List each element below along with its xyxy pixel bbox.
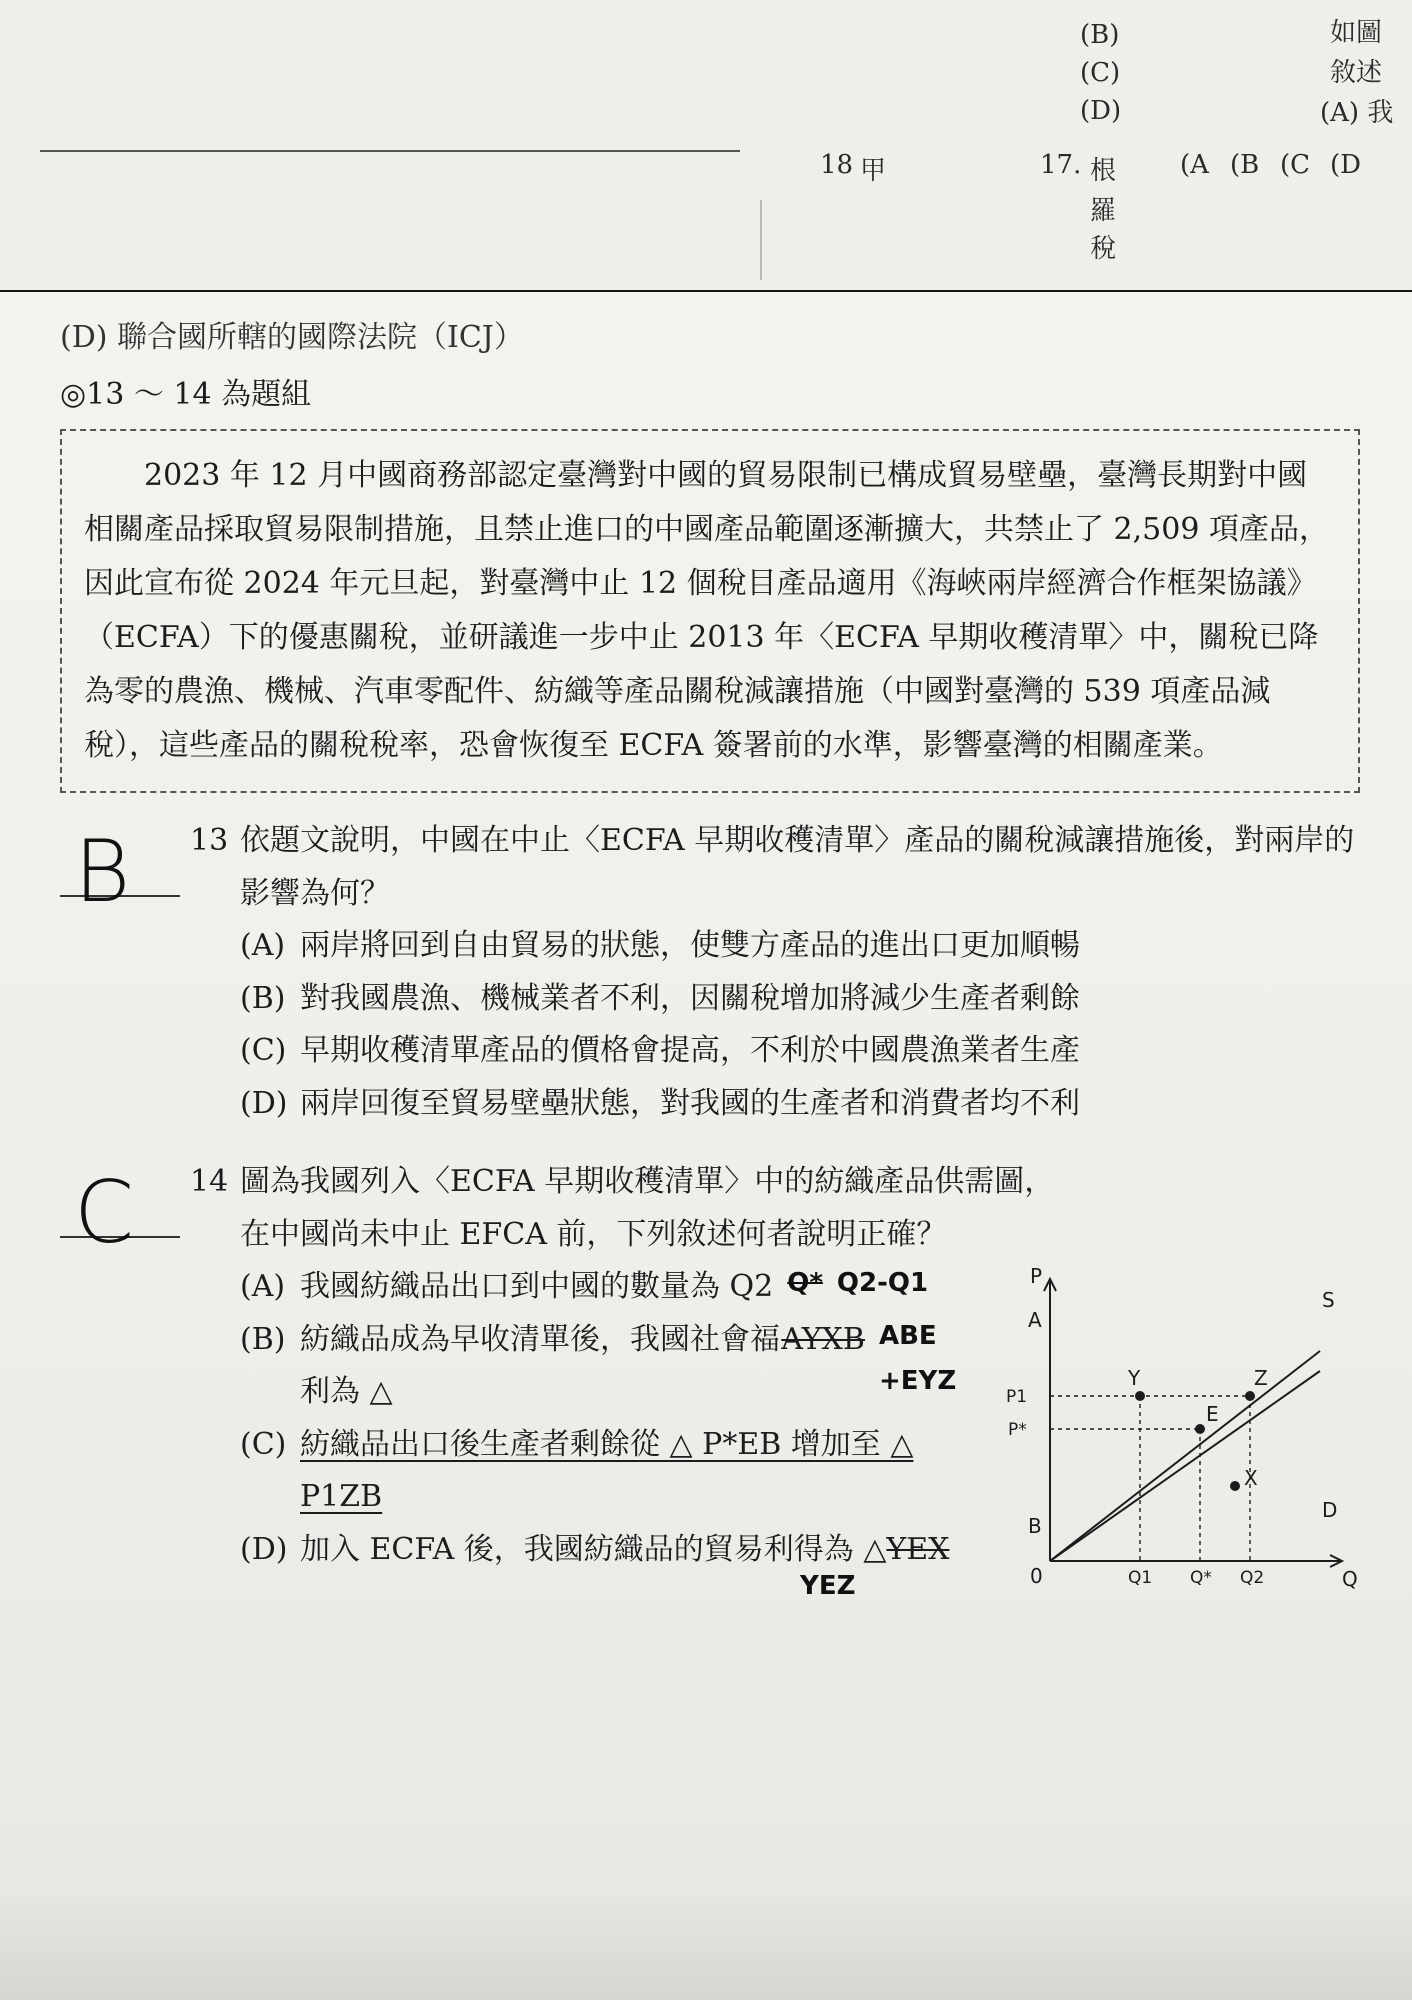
point-z	[1245, 1391, 1255, 1401]
question-13	[60, 815, 1360, 1130]
label-p1: P1	[1006, 1387, 1028, 1407]
supply-curve	[1050, 1351, 1320, 1561]
page-content	[60, 312, 1360, 1601]
point-y	[1135, 1391, 1145, 1401]
label-a: A	[1028, 1308, 1042, 1332]
label-axis-p: P	[1030, 1264, 1043, 1288]
option-13-d[interactable]	[240, 1078, 1360, 1131]
page-fold	[760, 200, 762, 280]
upper-page	[0, 0, 1412, 290]
label-q2: Q2	[1240, 1568, 1265, 1588]
option-label: (D)	[240, 1531, 288, 1567]
label-b: B	[1028, 1514, 1042, 1538]
option-label: (C)	[240, 1426, 287, 1462]
label-qstar: Q*	[1190, 1568, 1212, 1588]
upper-q17-opt-c: (C	[1280, 150, 1311, 180]
demand-curve	[1050, 1371, 1320, 1561]
label-axis-q: Q	[1342, 1567, 1358, 1591]
label-pstar: P*	[1008, 1420, 1027, 1440]
question-stem-14-line-1: 圖為我國列入〈ECFA 早期收穫清單〉中的紡織產品供需圖，	[240, 1164, 1055, 1199]
reading-passage: 2023 年 12 月中國商務部認定臺灣對中國的貿易限制已構成貿易壁壘，臺灣長期對中國相關產品採取貿易限制措施，且禁止進口的中國產品範圍逐漸擴大，共禁止了 2,509 項產品，因此宣布從 2024 年元旦起，對臺灣中止 12 個稅目產品適用《海峽兩岸經濟合作框架協議》（ECFA）下的優惠關稅，並研議進一步中止 2013 年〈ECFA 早期收穫清單〉中，關稅已降為零的農漁、機械、汽車零配件、紡織等產品關稅減讓措施（中國對臺灣的 539 項產品減稅），這些產品的關稅稅率，恐會恢復至 ECFA 簽署前的水準，影響臺灣的相關產業。	[60, 429, 1360, 793]
option-14-a[interactable]	[240, 1261, 1000, 1314]
upper-bleed-1: 如圖	[1330, 18, 1383, 48]
question-14	[60, 1156, 1360, 1601]
label-d: D	[1322, 1498, 1338, 1522]
option-text: 加入 ECFA 後，我國紡織品的貿易利得為 △	[300, 1531, 887, 1567]
upper-q18-number: 18	[820, 150, 854, 180]
question-stem-13: 依題文說明，中國在中止〈ECFA 早期收穫清單〉產品的關稅減讓措施後，對兩岸的影響為何？	[240, 823, 1355, 911]
upper-option-b: (B)	[1080, 20, 1120, 50]
point-e	[1195, 1424, 1205, 1434]
label-q1: Q1	[1128, 1568, 1153, 1588]
answer-line	[40, 150, 740, 152]
previous-question-option: (D) 聯合國所轄的國際法院（ICJ）	[60, 320, 524, 355]
handwritten-struck-a: Q*	[787, 1268, 823, 1298]
option-text: 對我國農漁、機械業者不利，因關稅增加將減少生產者剩餘	[300, 980, 1080, 1016]
option-label: (D)	[240, 1085, 288, 1121]
option-label: (A)	[240, 928, 286, 963]
question-group-header: ◎13 ～ 14 為題組	[60, 376, 312, 412]
question-number-13: 13	[190, 823, 229, 858]
label-s: S	[1322, 1288, 1335, 1312]
upper-option-c: (C)	[1080, 58, 1121, 88]
upper-q18-text: 甲	[860, 156, 887, 186]
handwritten-answer-13: B	[74, 822, 131, 922]
option-13-a[interactable]	[240, 920, 1360, 973]
option-text: 兩岸回復至貿易壁壘狀態，對我國的生產者和消費者均不利	[300, 1085, 1080, 1121]
option-13-c[interactable]	[240, 1025, 1360, 1078]
page-shadow	[0, 1880, 1412, 2000]
option-text: 早期收穫清單產品的價格會提高，不利於中國農漁業者生產	[300, 1033, 1080, 1068]
label-x: X	[1244, 1466, 1258, 1490]
label-y: Y	[1128, 1366, 1141, 1390]
struck-text-b: AYXB	[781, 1321, 865, 1357]
worksheet-page	[0, 292, 1412, 2000]
option-label: (C)	[240, 1033, 287, 1068]
option-13-b[interactable]	[240, 973, 1360, 1026]
label-origin: 0	[1030, 1564, 1043, 1588]
question-14-body	[60, 1261, 1360, 1601]
handwritten-answer-14: C	[74, 1163, 135, 1263]
supply-demand-graph	[1000, 1261, 1360, 1591]
question-stem-14	[240, 1156, 1360, 1261]
option-text: 我國紡織品出口到中國的數量為 Q2	[300, 1269, 774, 1304]
upper-bleed-3: (A) 我	[1320, 98, 1394, 128]
option-text: 兩岸將回到自由貿易的狀態，使雙方產品的進出口更加順暢	[300, 928, 1080, 963]
upper-q17-opt-d: (D	[1330, 150, 1361, 180]
question-stem-14-line-2: 在中國尚未中止 EFCA 前，下列敘述何者說明正確？	[240, 1216, 947, 1252]
option-text: 紡織品出口後生產者剩餘從 △ P*EB 增加至 △ P1ZB	[300, 1426, 914, 1514]
option-14-d[interactable]	[240, 1524, 1000, 1601]
answer-slot-13[interactable]	[60, 815, 180, 922]
options-13	[240, 920, 1360, 1130]
struck-text-d: YEX	[886, 1531, 950, 1567]
upper-q17-line-1: 羅	[1090, 196, 1117, 226]
question-number-14: 14	[190, 1164, 229, 1199]
handwritten-note-a: Q2-Q1	[836, 1268, 929, 1298]
graph-svg	[1000, 1261, 1360, 1591]
options-14	[240, 1261, 1000, 1601]
option-label: (A)	[240, 1269, 286, 1304]
upper-bleed-2: 敘述	[1330, 58, 1383, 88]
upper-option-d: (D)	[1080, 96, 1122, 126]
handwritten-note-d: YEZ	[800, 1570, 856, 1601]
upper-q17-opt-a: (A	[1180, 150, 1209, 180]
label-e: E	[1206, 1402, 1219, 1426]
option-label: (B)	[240, 980, 286, 1016]
upper-q17-text: 根	[1090, 156, 1117, 186]
point-x	[1230, 1481, 1240, 1491]
answer-slot-14[interactable]	[60, 1156, 180, 1263]
option-14-b[interactable]	[240, 1314, 1000, 1419]
label-z: Z	[1254, 1366, 1268, 1390]
handwritten-note-b: ABE +EYZ	[878, 1320, 957, 1396]
upper-q17-opt-b: (B	[1230, 150, 1260, 180]
upper-q17-line-2: 稅	[1090, 234, 1117, 264]
upper-q17-number: 17.	[1040, 150, 1082, 180]
option-14-c[interactable]	[240, 1419, 1000, 1524]
option-label: (B)	[240, 1321, 286, 1357]
option-text: 紡織品成為早收清單後，我國社會福利為 △	[300, 1321, 780, 1409]
